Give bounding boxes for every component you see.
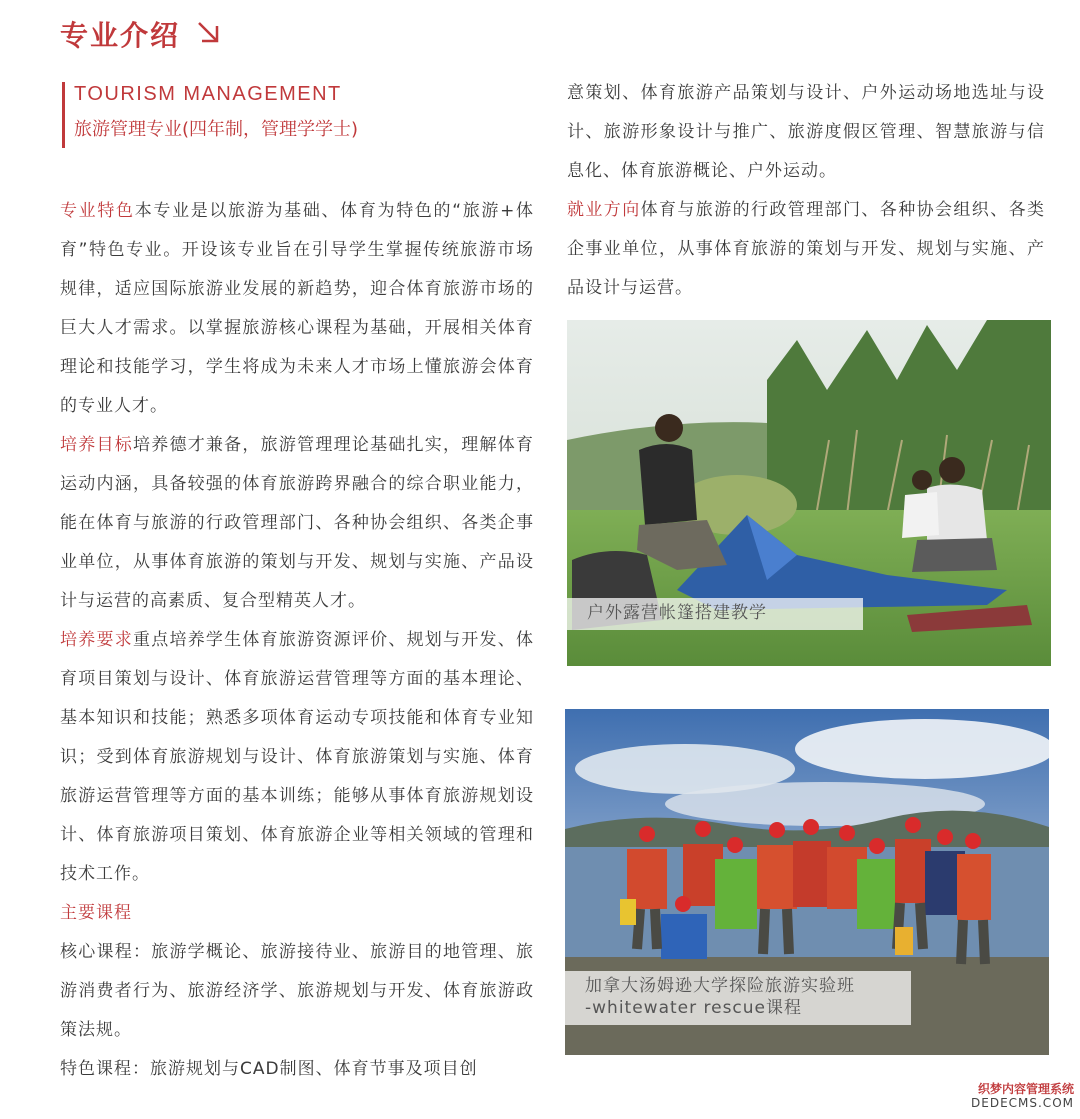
special-courses-start: 特色课程：旅游规划与CAD制图、体育节事及项目创 bbox=[60, 1059, 478, 1079]
right-column bbox=[567, 74, 1045, 308]
major-heading bbox=[62, 82, 358, 148]
goal-paragraph bbox=[60, 426, 534, 621]
goal-text: 培养德才兼备，旅游管理理论基础扎实，理解体育运动内涵，具备较强的体育旅游跨界融合的综合职业能力，能在体育与旅游的行政管理部门、各种协会组织、各类企事业单位，从事体育旅游的策划与开发、规划与实施、产品设计与运营的高素质、复合型精英人才。 bbox=[60, 435, 535, 611]
major-name-en: TOURISM MANAGEMENT bbox=[74, 83, 342, 105]
rafting-caption-line2: -whitewater rescue课程 bbox=[585, 998, 803, 1018]
requirement-label: 培养要求 bbox=[60, 630, 133, 650]
watermark-line1: 织梦内容管理系统 bbox=[977, 1082, 1074, 1096]
rafting-photo bbox=[565, 709, 1049, 1055]
features-text: 本专业是以旅游为基础、体育为特色的“旅游+体育”特色专业。开设该专业旨在引导学生掌握传统旅游市场规律，适应国际旅游业发展的新趋势，迎合体育旅游市场的巨大人才需求。以掌握旅游核心课程为基础，开展相关体育理论和技能学习，学生将成为未来人才市场上懂旅游会体育的专业人才。 bbox=[60, 201, 534, 416]
core-courses: 核心课程：旅游学概论、旅游接待业、旅游目的地管理、旅游消费者行为、旅游经济学、旅游规划与开发、体育旅游政策法规。 bbox=[60, 942, 534, 1040]
watermark bbox=[971, 1082, 1074, 1110]
career-text: 体育与旅游的行政管理部门、各种协会组织、各类企事业单位，从事体育旅游的策划与开发、规划与实施、产品设计与运营。 bbox=[567, 200, 1046, 298]
major-name-cn: 旅游管理专业(四年制，管理学学士) bbox=[74, 119, 359, 140]
courses-heading: 主要课程 bbox=[60, 903, 132, 923]
goal-label: 培养目标 bbox=[60, 435, 133, 455]
rafting-caption-line1: 加拿大汤姆逊大学探险旅游实验班 bbox=[585, 976, 855, 996]
camping-photo bbox=[567, 320, 1051, 666]
career-label: 就业方向 bbox=[567, 200, 641, 220]
requirement-paragraph bbox=[60, 621, 534, 894]
features-paragraph bbox=[60, 192, 534, 426]
page-title-text: 专业介绍 bbox=[60, 19, 181, 52]
special-courses-continued: 意策划、体育旅游产品策划与设计、户外运动场地选址与设计、旅游形象设计与推广、旅游度假区管理、智慧旅游与信息化、体育旅游概论、户外运动。 bbox=[567, 83, 1045, 181]
arrow-down-right-icon bbox=[196, 18, 220, 51]
watermark-line2: DEDECMS.COM bbox=[971, 1096, 1074, 1110]
camping-caption: 户外露营帐篷搭建教学 bbox=[567, 598, 863, 630]
features-label: 专业特色 bbox=[60, 201, 135, 221]
career-paragraph bbox=[567, 191, 1045, 308]
requirement-text: 重点培养学生体育旅游资源评价、规划与开发、体育项目策划与设计、体育旅游运营管理等方面的基本理论、基本知识和技能；熟悉多项体育运动专项技能和体育专业知识；受到体育旅游规划与设计、体育旅游策划与实施、体育旅游运营管理等方面的基本训练；能够从事体育旅游规划设计、体育旅游项目策划、体育旅游企业等相关领域的管理和技术工作。 bbox=[60, 630, 535, 884]
left-column bbox=[60, 192, 534, 1089]
page-title bbox=[60, 14, 220, 54]
rafting-caption bbox=[565, 971, 911, 1025]
